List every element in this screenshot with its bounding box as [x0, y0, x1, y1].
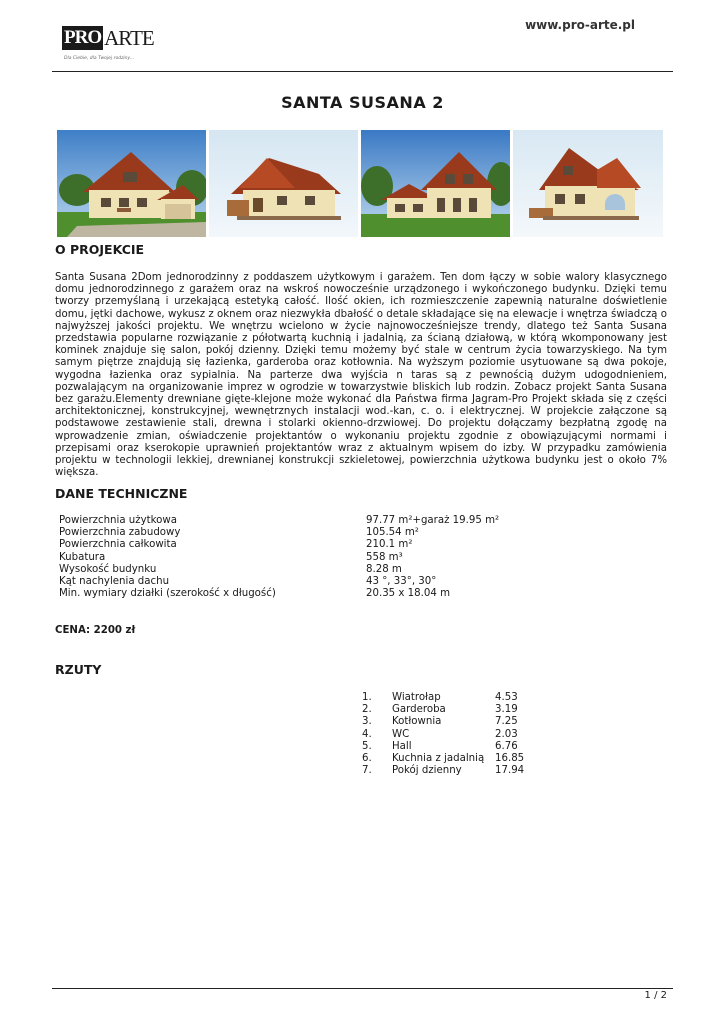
tech-value: 43 °, 33°, 30° [366, 576, 437, 588]
room-area: 6.76 [495, 740, 518, 752]
top-divider [52, 71, 673, 72]
logo-arte: ARTE [104, 26, 154, 50]
room-number: 3. [362, 716, 372, 728]
room-number: 1. [362, 692, 372, 703]
room-name: Hall [392, 740, 412, 752]
house-photos [57, 130, 663, 238]
tech-row [59, 588, 559, 600]
section-heading-about: O PROJEKCIE [55, 242, 145, 257]
room-number: 4. [362, 728, 372, 740]
room-row [362, 704, 524, 716]
tech-label: Min. wymiary działki (szerokość x długość) [59, 588, 276, 600]
room-name: WC [392, 728, 410, 740]
logo-mark [62, 26, 182, 50]
room-row [362, 741, 524, 753]
room-name: Garderoba [392, 704, 446, 716]
room-row [362, 716, 524, 728]
room-area: 2.03 [495, 728, 518, 740]
room-number: 5. [362, 740, 372, 752]
house-photo-3[interactable] [361, 130, 510, 237]
room-name: Kuchnia z jadalnią [392, 753, 485, 765]
bottom-divider [52, 988, 673, 989]
logo [62, 26, 182, 66]
house-photo-2[interactable] [209, 130, 358, 237]
room-number: 7. [362, 765, 372, 777]
room-area: 4.53 [495, 692, 518, 703]
room-number: 2. [362, 704, 372, 716]
project-description: Santa Susana 2Dom jednorodzinny z poddaszem użytkowym i garażem. Ten dom łączy w sobie walory klasycznego domu jednorodzinnego z garażem oraz na wskroś nowocześnie urządzonego i wykończonego budynku. Dzięki temu tworzy przemyślaną i urzekającą estetyką całość. Ilość okien, ich rozmieszczenie zapewnią naturalne doświetlenie domu, jętki dachowe, wykusz z oknem oraz niezwykła dbałość o detale składające się na elewacje i wnętrza świadczą o najwyższej jakości projektu. We wnętrzu wcielono w życie najnowocześniejsze trendy, dlatego też Santa Susana przedstawia popularne rozwiązanie z półotwartą kuchnią i jadalnią, za ścianą działową, w którą wkomponowany jest kominek znajduje się salon, pokój dzienny. Dzięki temu możemy być stale w centrum życia towarzyskiego. Na tym samym piętrze znajdują się łazienka, garderoba oraz kotłownia. Na wyższym poziomie usytuowane są dwa pokoje, wygodna łazienka oraz sypialnia. Na parterze dwa wyjścia n taras są z pewnością dużym udogodnieniem, pozwalającym na organizowanie imprez w ogrodzie w towarzystwie bliskich lub rodzin. Zobacz projekt Santa Susana bez garażu.Elementy drewniane gięte-klejone może wykonać dla Państwa firma Jagram-Pro Projekt składa się z części architektonicznej, konstrukcyjnej, wewnętrznych instalacji wod.-kan, c. o. i elektrycznej. W projekcie załączone są podstawowe zestawienie stali, drewna i stolarki okienno-drzwiowej. Do projektu dołączamy bezpłatną zgodę na wprowadzenie zmian, oświadczenie projektantów o wykonaniu projektu zgodnie z obowiązującymi normami i przepisami oraz kserokopie uprawnień projektantów wraz z aktualnym wpisem do izby. W przypadku zamówienia projektu w technologii lekkiej, drewnianej konstrukcji szkieletowej, powierzchnia użytkowa budynku jest o około 7% większa. [55, 272, 667, 479]
section-heading-tech: DANE TECHNICZNE [55, 486, 188, 501]
tech-row [59, 539, 559, 551]
tech-value: 558 m³ [366, 551, 403, 563]
tech-row [59, 527, 559, 539]
house-photo-1[interactable] [57, 130, 206, 237]
tech-label: Powierzchnia całkowita [59, 539, 177, 551]
rooms-list [362, 692, 524, 777]
room-row [362, 753, 524, 765]
tech-label: Wysokość budynku [59, 563, 157, 575]
logo-tagline: Dla Ciebie, dla Twojej rodziny... [64, 56, 135, 61]
tech-row [59, 552, 559, 564]
room-row [362, 692, 524, 704]
tech-value: 8.28 m [366, 563, 402, 575]
tech-data-table [59, 515, 559, 600]
room-area: 7.25 [495, 716, 518, 728]
room-row [362, 765, 524, 777]
section-heading-plans: RZUTY [55, 662, 102, 677]
room-name: Wiatrołap [392, 692, 441, 703]
room-name: Pokój dzienny [392, 765, 462, 777]
tech-label: Powierzchnia zabudowy [59, 527, 181, 539]
tech-label: Kąt nachylenia dachu [59, 576, 170, 588]
tech-value: 105.54 m² [366, 527, 419, 539]
tech-value: 97.77 m²+garaż 19.95 m² [366, 515, 500, 526]
tech-label: Kubatura [59, 551, 106, 563]
page-title: SANTA SUSANA 2 [281, 93, 444, 112]
price: CENA: 2200 zł [55, 625, 136, 636]
tech-row [59, 564, 559, 576]
house-photo-4[interactable] [513, 130, 663, 237]
room-number: 6. [362, 753, 372, 765]
room-area: 3.19 [495, 704, 518, 716]
tech-value: 20.35 x 18.04 m [366, 588, 450, 600]
page-number: 1 / 2 [644, 990, 667, 1001]
tech-row [59, 576, 559, 588]
logo-pro: PRO [64, 27, 102, 48]
site-url[interactable]: www.pro-arte.pl [525, 18, 635, 32]
room-row [362, 729, 524, 741]
room-name: Kotłownia [392, 716, 442, 728]
room-area: 16.85 [495, 753, 525, 765]
tech-row [59, 515, 559, 527]
tech-label: Powierzchnia użytkowa [59, 515, 177, 526]
tech-value: 210.1 m² [366, 539, 413, 551]
room-area: 17.94 [495, 765, 525, 777]
